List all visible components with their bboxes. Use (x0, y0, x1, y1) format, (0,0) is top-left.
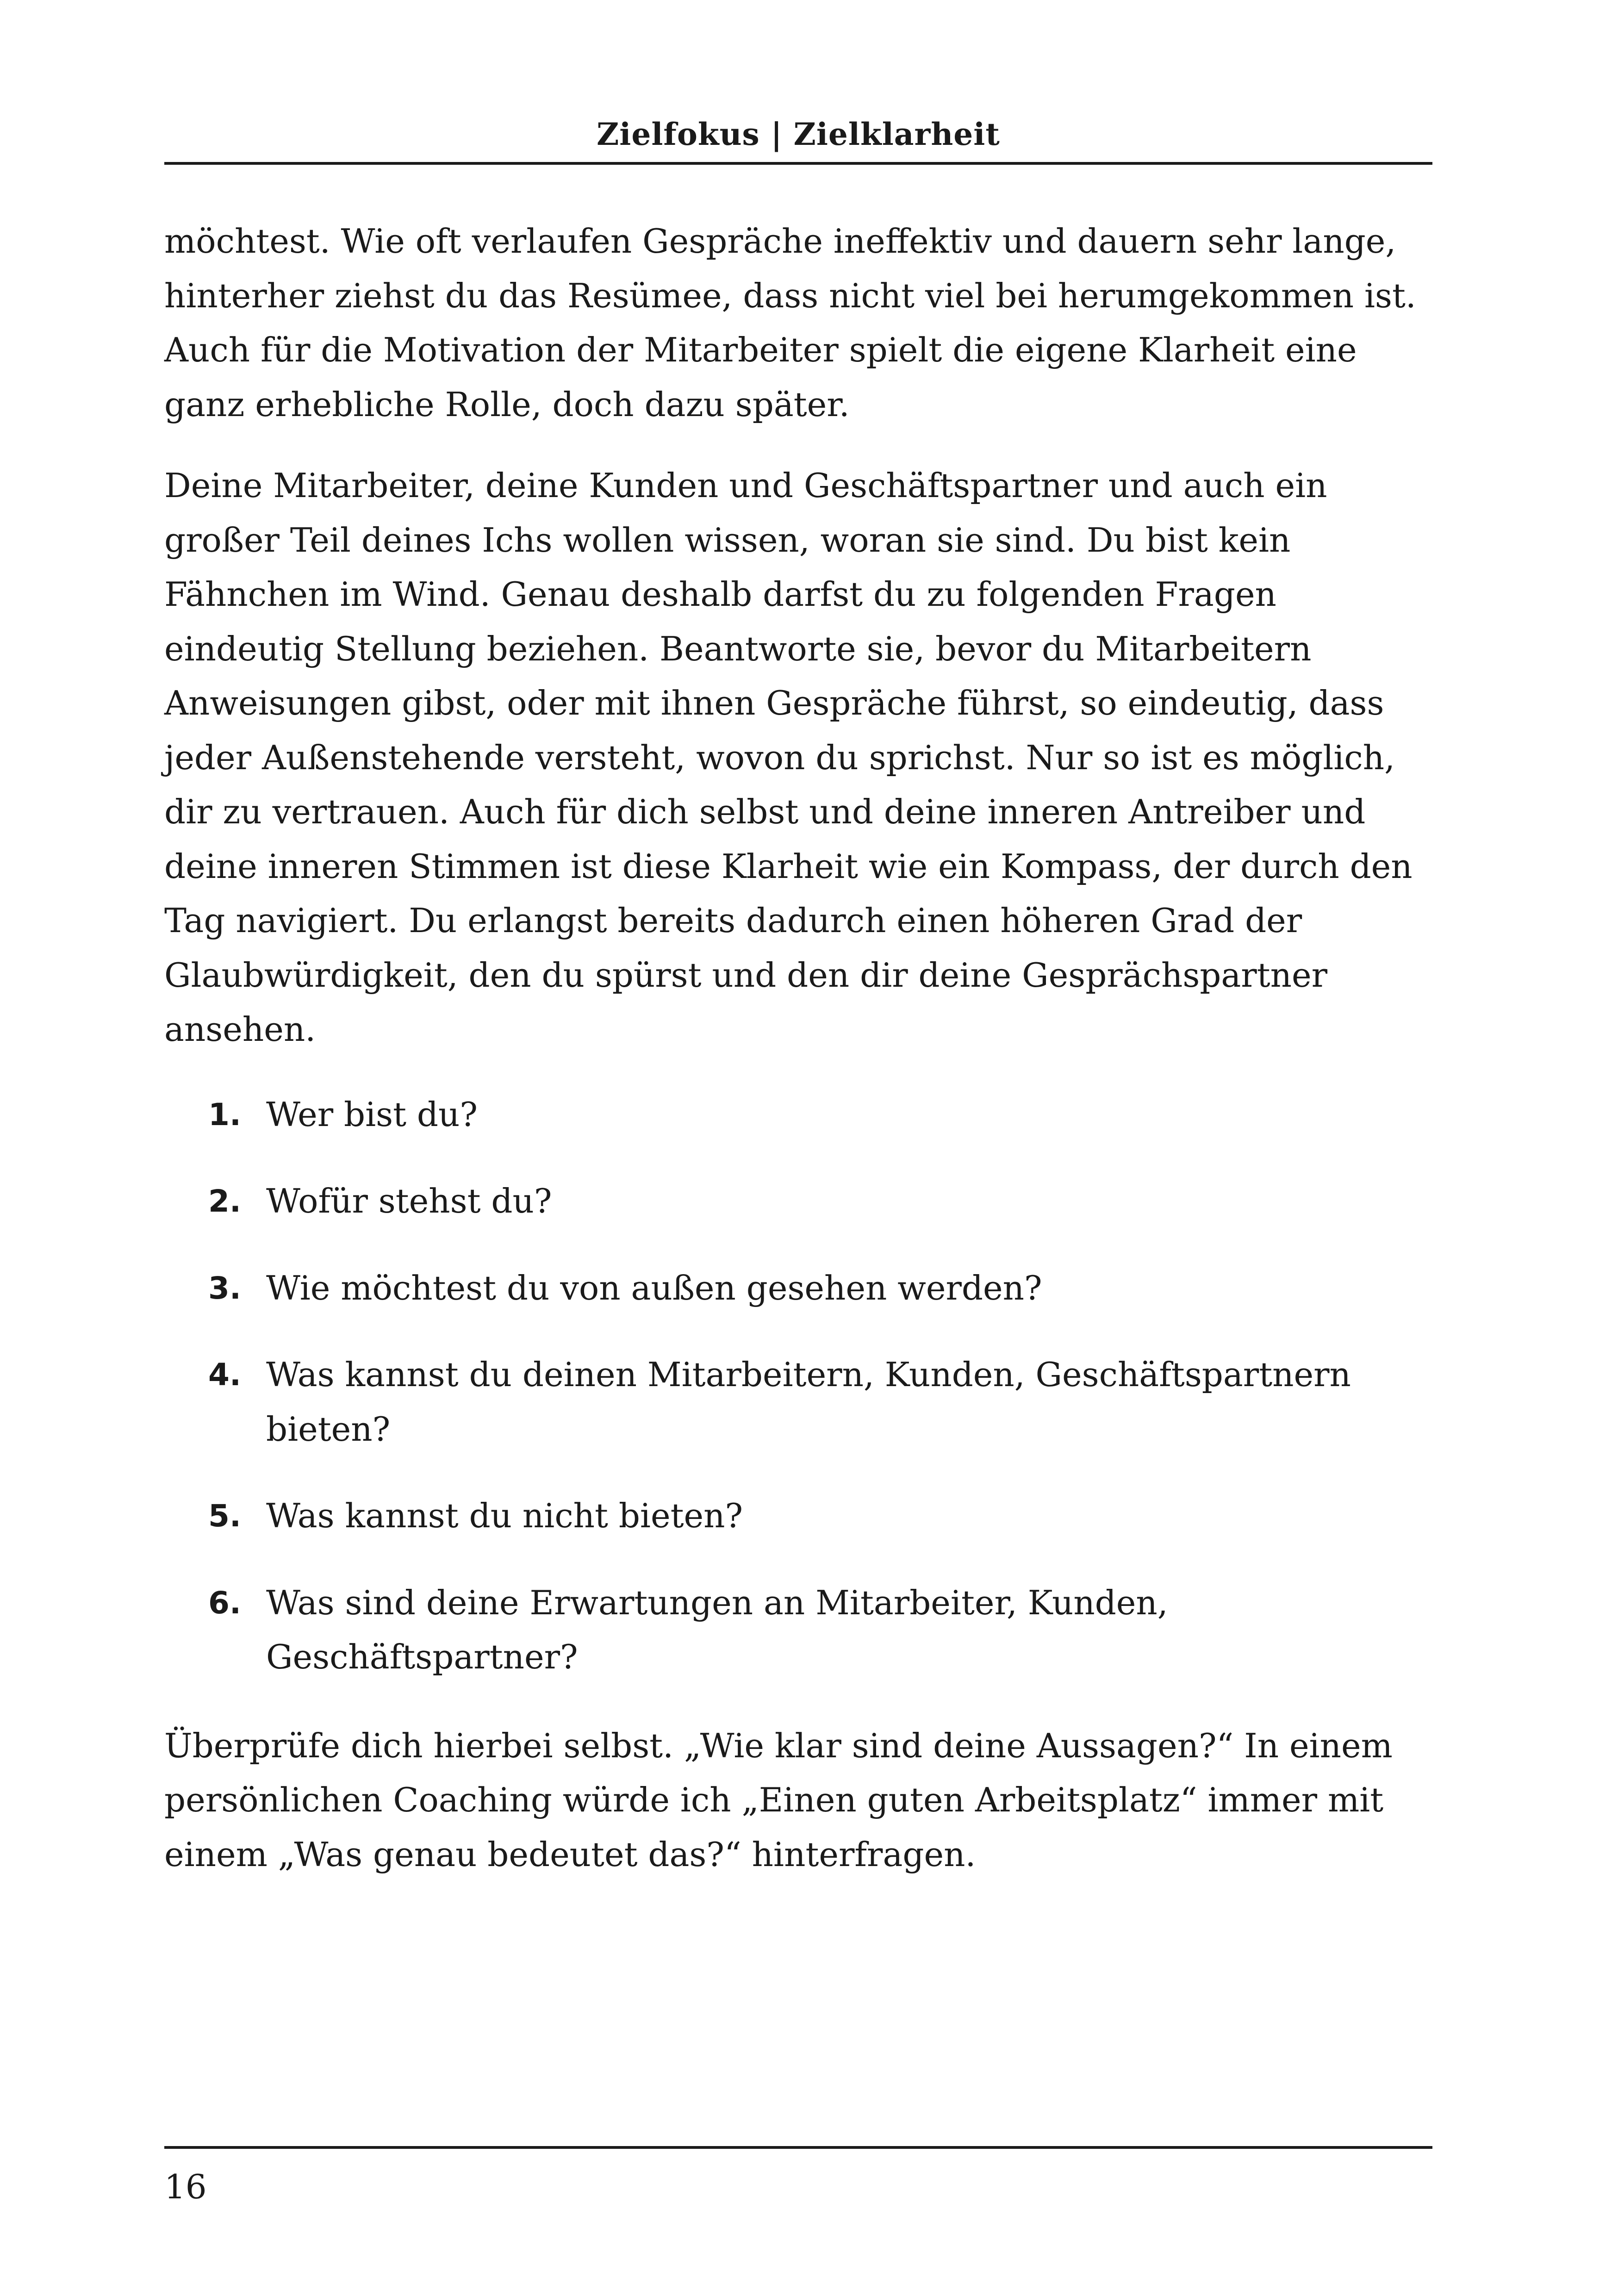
page-body (164, 214, 1432, 1882)
paragraph-clarity: Deine Mitarbeiter, deine Kunden und Geschäftspartner und auch ein großer Teil deines Ichs wollen wissen, woran sie sind. Du bist kein Fähnchen im Wind. Genau deshalb darfst du zu folgenden Fragen eindeutig Stellung beziehen. Beantworte sie, bevor du Mitarbeitern Anweisungen gibst, oder mit ihnen Gespräche führst, so eindeutig, dass jeder Außenstehende versteht, wovon du sprichst. Nur so ist es möglich, dir zu vertrauen. Auch für dich selbst und deine inneren Antreiber und deine inneren Stimmen ist diese Klarheit wie ein Kompass, der durch den Tag navigiert. Du erlangst bereits dadurch einen höheren Grad der Glaubwürdigkeit, den du spürst und den dir deine Gesprächspartner ansehen. (164, 466, 1413, 1049)
list-item-text: Wie möchtest du von außen gesehen werden? (266, 1268, 1042, 1307)
page-number: 16 (164, 2167, 207, 2206)
running-header: Zielfokus | Zielklarheit (597, 116, 1000, 152)
list-item (164, 1088, 1432, 1142)
header-rule (164, 162, 1432, 165)
list-item-number: 5. (208, 1498, 241, 1534)
list-item-text: Was sind deine Erwartungen an Mitarbeiter, Kunden, Geschäftspartner? (266, 1583, 1168, 1676)
footer-rule (164, 2146, 1432, 2149)
list-item (164, 1489, 1432, 1543)
list-item (164, 1348, 1432, 1456)
question-list (164, 1088, 1432, 1685)
list-item-text: Wer bist du? (266, 1095, 478, 1134)
paragraph-intro: möchtest. Wie oft verlaufen Gespräche ineffektiv und dauern sehr lange, hinterher ziehst du das Resümee, dass nicht viel bei herumgekommen ist. Auch für die Motivation der Mitarbeiter spielt die eigene Klarheit eine ganz erhebliche Rolle, doch dazu später. (164, 222, 1416, 424)
list-item-number: 2. (208, 1183, 241, 1219)
paragraph-closing: Überprüfe dich hierbei selbst. „Wie klar sind deine Aussagen?“ In einem persönlichen Coaching würde ich „Einen guten Arbeitsplatz“ immer mit einem „Was genau bedeutet das?“ hinterfragen. (164, 1726, 1393, 1874)
list-item-number: 4. (208, 1357, 241, 1393)
list-item (164, 1261, 1432, 1316)
list-item (164, 1174, 1432, 1229)
list-item-text: Wofür stehst du? (266, 1182, 552, 1220)
list-item-number: 6. (208, 1585, 241, 1621)
list-item-text: Was kannst du nicht bieten? (266, 1496, 743, 1535)
list-item-number: 1. (208, 1096, 241, 1132)
list-item-text: Was kannst du deinen Mitarbeitern, Kunden, Geschäftspartnern bieten? (266, 1355, 1351, 1449)
list-item-number: 3. (208, 1270, 241, 1306)
list-item (164, 1576, 1432, 1685)
